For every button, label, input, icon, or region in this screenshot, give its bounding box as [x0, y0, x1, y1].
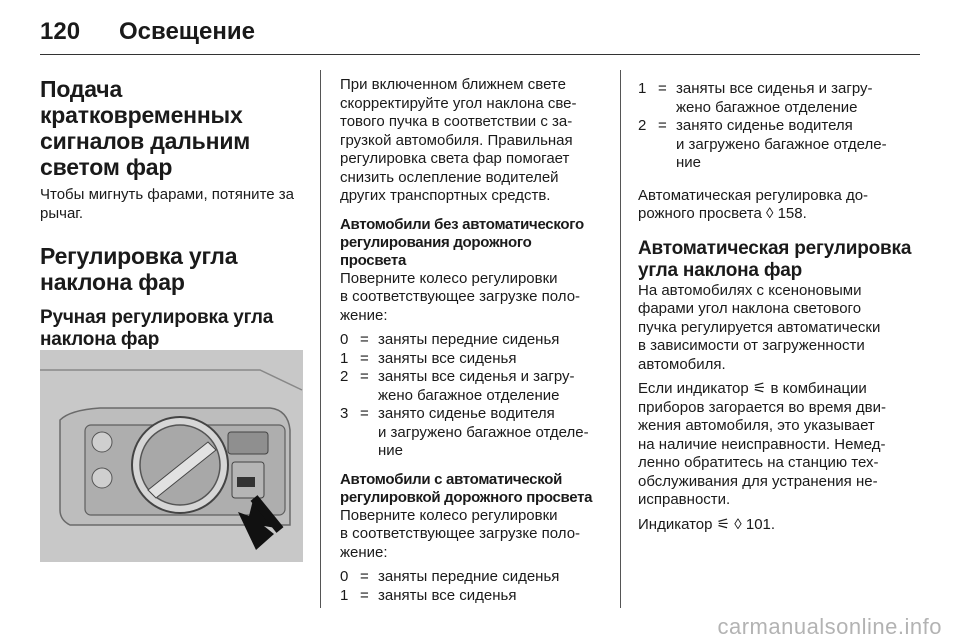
list-item: жено багажное отделение — [378, 386, 560, 404]
headlight-switch-illustration — [40, 350, 303, 562]
headlight-switch-icon — [40, 350, 303, 562]
noauto-heading: Автомобили без автоматического регулирования дорожного просвета — [340, 215, 584, 269]
column-2 — [340, 76, 608, 605]
page-number: 120 — [40, 18, 81, 45]
indicator-ref[interactable]: Индикатор ⚟ ◊ 101. — [638, 515, 776, 533]
list-number: 1 — [340, 586, 349, 604]
column-3 — [638, 80, 923, 534]
text-line: При включенном ближнем свете — [340, 76, 566, 93]
load-list-c — [638, 80, 923, 173]
page-header — [40, 14, 920, 55]
auto-heading: Автомобили с автоматической регулировкой дорожного просвета — [340, 470, 593, 506]
subheading-manual: Ручная регулировка угла наклона фар — [40, 307, 274, 350]
list-item: заняты передние сиденья — [378, 331, 560, 348]
list-item: ние — [378, 442, 404, 459]
list-eq: = — [360, 331, 369, 348]
text-line: тового пучка в соответствии с за- — [340, 113, 573, 130]
column-divider — [320, 70, 321, 608]
list-number: 2 — [340, 368, 349, 385]
list-number: 0 — [340, 568, 349, 585]
list-item: ние — [676, 154, 702, 171]
list-item: заняты все сиденья — [378, 349, 517, 367]
watermark: carmanualsonline.info — [717, 614, 942, 639]
list-item: заняты все сиденья и загру- — [378, 368, 575, 385]
list-number: 2 — [638, 117, 647, 134]
list-eq: = — [658, 80, 667, 97]
intro-paragraph — [340, 76, 608, 206]
load-list-b — [340, 568, 608, 605]
list-eq: = — [360, 568, 369, 585]
page-title: Освещение — [119, 18, 255, 45]
text-line: грузкой автомобиля. Правильная — [340, 131, 573, 149]
list-eq: = — [658, 117, 667, 134]
list-number: 1 — [340, 349, 349, 367]
text-line: других транспортных средств. — [340, 187, 551, 204]
list-item: заняты все сиденья и загру- — [676, 80, 873, 97]
section-heading-flash: Подача кратковременных сигналов дальним светом фар — [40, 76, 251, 180]
turn-wheel-text-b: Поверните колесо регулировки в соответствующее загрузке поло- жение: — [340, 506, 581, 561]
list-eq: = — [360, 405, 369, 422]
section-heading-range: Регулировка угла наклона фар — [40, 243, 238, 295]
list-eq: = — [360, 586, 369, 604]
list-number: 0 — [340, 331, 349, 348]
column-1 — [40, 76, 305, 351]
indicator-text: Если индикатор ⚟ в комбинации приборов загорается во время дви- жения автомобиля, это указывает на наличие неисправности. Немед- ленно обратитесь на станцию тех- обслуживания для устранения не- исправности. — [638, 380, 886, 508]
list-number: 1 — [638, 80, 647, 97]
load-list-a — [340, 331, 608, 461]
list-item: и загружено багажное отделе- — [676, 135, 887, 153]
auto-ref-text: Автоматическая регулировка до- рожного просвета ◊ 158. — [638, 187, 923, 224]
list-item: жено багажное отделение — [676, 98, 858, 116]
list-eq: = — [360, 349, 369, 367]
flash-text: Чтобы мигнуть фарами, потяните за рычаг. — [40, 186, 294, 222]
auto-range-heading: Автоматическая регулировка угла наклона фар — [638, 237, 912, 281]
page-link[interactable]: рожного просвета ◊ 158. — [638, 205, 807, 222]
list-item: занято сиденье водителя — [378, 405, 555, 422]
text-line: скорректируйте угол наклона све- — [340, 94, 577, 112]
list-item: заняты передние сиденья — [378, 568, 560, 585]
list-number: 3 — [340, 405, 349, 422]
xenon-text: На автомобилях с ксеноновыми фарами угол наклона светового пучка регулируется автоматически в зависимости от загруженности автомобиля. — [638, 281, 881, 373]
turn-wheel-text-a: Поверните колесо регулировки в соответствующее загрузке поло- жение: — [340, 269, 581, 324]
list-item: заняты все сиденья — [378, 586, 517, 604]
list-item: занято сиденье водителя — [676, 117, 853, 134]
column-divider — [620, 70, 621, 608]
list-item: и загружено багажное отделе- — [378, 423, 589, 441]
list-eq: = — [360, 368, 369, 385]
text-line: регулировка света фар помогает — [340, 150, 570, 167]
text-line: снизить ослепление водителей — [340, 168, 559, 186]
